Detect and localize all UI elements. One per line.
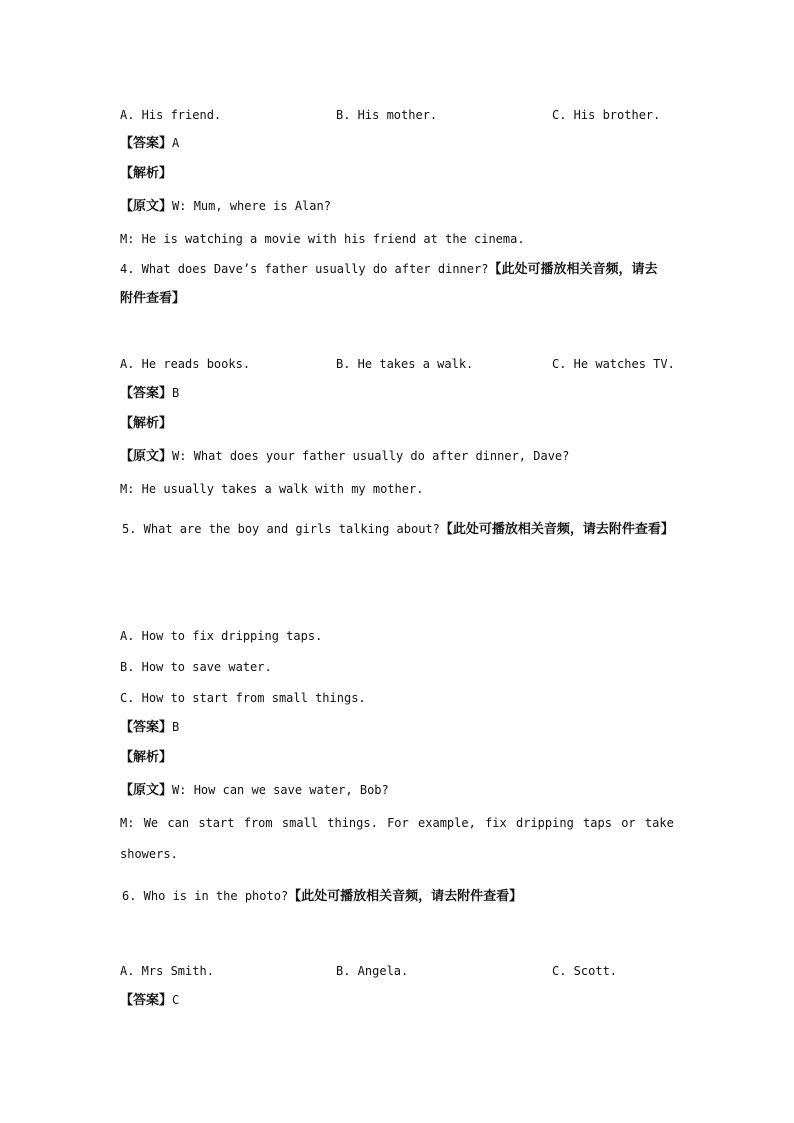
answer-value: A xyxy=(172,136,180,150)
original-w-text: W: How can we save water, Bob? xyxy=(172,783,389,797)
word: taps xyxy=(583,816,612,830)
word: take xyxy=(644,816,674,830)
original-label: 【原文】 xyxy=(120,199,173,214)
q3-original-w xyxy=(120,198,331,215)
q3-option-a: A. His friend. xyxy=(120,108,222,122)
q5-answer xyxy=(120,719,179,736)
q6-question xyxy=(122,888,522,905)
q5-original-m-cont: showers. xyxy=(120,847,178,861)
audio-note: 【此处可播放相关音频，请去附件查看】 xyxy=(288,889,523,904)
q5-option-c: C. How to start from small things. xyxy=(120,691,366,705)
answer-value: B xyxy=(172,386,180,400)
q4-original-m: M: He usually takes a walk with my mother. xyxy=(120,482,424,496)
answer-value: B xyxy=(172,720,180,734)
original-label: 【原文】 xyxy=(120,783,173,798)
q4-answer xyxy=(120,385,179,402)
q5-original-w xyxy=(120,782,389,799)
answer-label: 【答案】 xyxy=(120,720,173,735)
word: dripping xyxy=(516,816,574,830)
q3-option-c: C. His brother. xyxy=(552,108,661,122)
word: start xyxy=(198,816,235,830)
q5-analysis-label: 【解析】 xyxy=(120,750,173,765)
answer-label: 【答案】 xyxy=(120,993,173,1008)
answer-label: 【答案】 xyxy=(120,136,173,151)
q4-option-a: A. He reads books. xyxy=(120,357,251,371)
q6-answer xyxy=(120,992,179,1009)
q3-original-m: M: He is watching a movie with his friend at the cinema. xyxy=(120,232,525,246)
q6-option-c: C. Scott. xyxy=(552,964,618,978)
word: can xyxy=(167,816,190,830)
q6-option-b: B. Angela. xyxy=(336,964,409,978)
audio-note: 【此处可播放相关音频，请去 xyxy=(488,262,658,277)
word: M: xyxy=(120,816,135,830)
word: small xyxy=(281,816,318,830)
q4-question xyxy=(120,261,657,278)
question-text: 4. What does Dave’s father usually do after dinner? xyxy=(120,262,489,276)
q4-option-b: B. He takes a walk. xyxy=(336,357,474,371)
word: example, xyxy=(418,816,476,830)
answer-label: 【答案】 xyxy=(120,386,173,401)
word: things. xyxy=(327,816,378,830)
original-w-text: W: Mum, where is Alan? xyxy=(172,199,331,213)
word: For xyxy=(387,816,409,830)
audio-note: 【此处可播放相关音频，请去附件查看】 xyxy=(439,522,674,537)
q4-option-c: C. He watches TV. xyxy=(552,357,675,371)
word: from xyxy=(243,816,273,830)
original-label: 【原文】 xyxy=(120,449,173,464)
q4-original-w xyxy=(120,448,569,465)
answer-value: C xyxy=(172,993,180,1007)
question-text: 6. Who is in the photo? xyxy=(122,889,289,903)
original-w-text: W: What does your father usually do after dinner, Dave? xyxy=(172,449,570,463)
q3-answer xyxy=(120,135,179,152)
q4-question-note-cont: 附件查看】 xyxy=(120,291,186,306)
q3-analysis-label: 【解析】 xyxy=(120,166,173,181)
word: or xyxy=(621,816,636,830)
q5-original-m xyxy=(120,815,674,831)
word: fix xyxy=(485,816,507,830)
q6-option-a: A. Mrs Smith. xyxy=(120,964,214,978)
q5-option-a: A. How to fix dripping taps. xyxy=(120,629,323,643)
word: We xyxy=(143,816,159,830)
q5-option-b: B. How to save water. xyxy=(120,660,272,674)
q4-analysis-label: 【解析】 xyxy=(120,416,173,431)
q3-option-b: B. His mother. xyxy=(336,108,438,122)
question-text: 5. What are the boy and girls talking about? xyxy=(122,522,440,536)
q5-question xyxy=(122,521,674,538)
